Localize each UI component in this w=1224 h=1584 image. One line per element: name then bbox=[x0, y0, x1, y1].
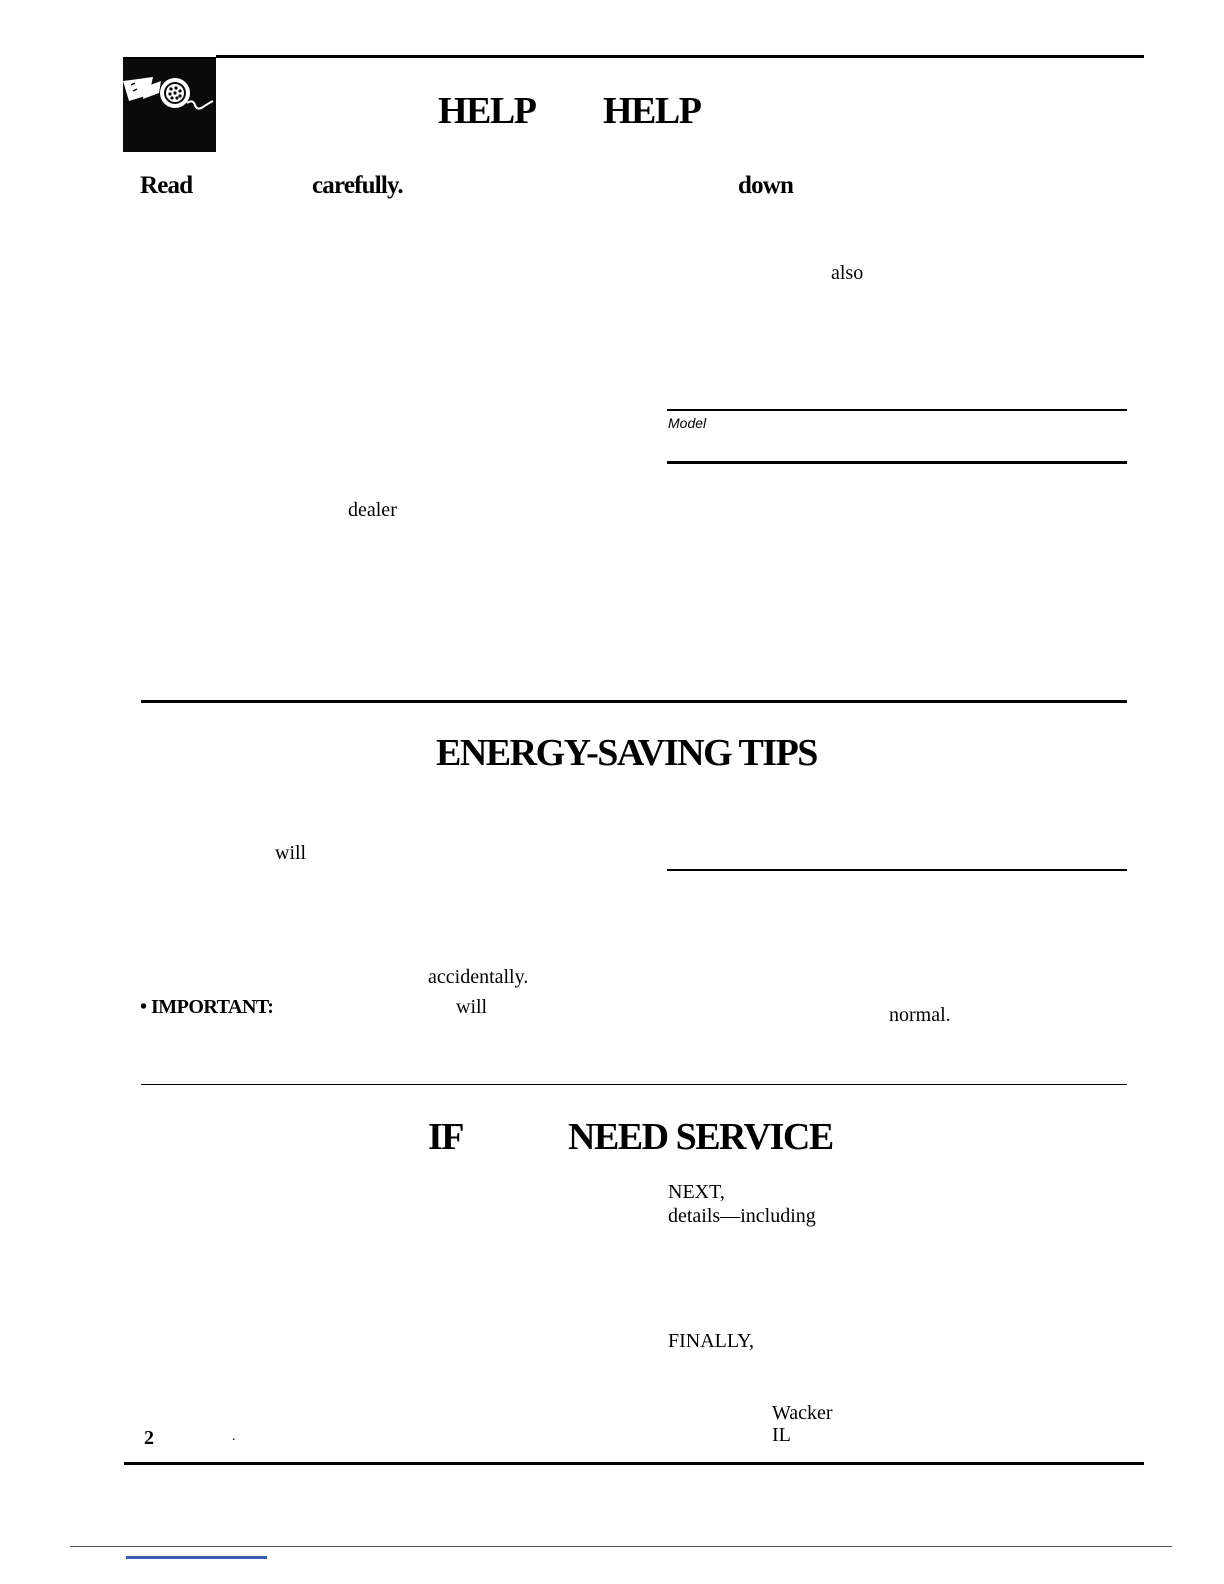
details-word: details—including bbox=[668, 1205, 816, 1227]
section-divider-2 bbox=[141, 1084, 1127, 1085]
footer-dot: . bbox=[232, 1429, 236, 1444]
top-rule bbox=[216, 55, 1144, 58]
energy-rule bbox=[667, 869, 1127, 871]
will-word-1: will bbox=[275, 842, 307, 864]
wacker-word: Wacker bbox=[772, 1402, 833, 1424]
also-word: also bbox=[831, 262, 864, 284]
dealer-word: dealer bbox=[348, 499, 397, 521]
bottom-rule bbox=[124, 1462, 1144, 1465]
normal-word: normal. bbox=[889, 1004, 951, 1026]
next-word: NEXT, bbox=[668, 1181, 725, 1203]
energy-saving-title: ENERGY-SAVING TIPS bbox=[436, 732, 817, 774]
down-word: down bbox=[738, 172, 794, 199]
telephone-handset-icon bbox=[123, 59, 216, 152]
model-rule-bottom bbox=[667, 461, 1127, 464]
carefully-word: carefully. bbox=[312, 172, 403, 199]
model-label: Model bbox=[668, 415, 707, 431]
help-heading-1: HELP bbox=[438, 90, 536, 132]
section-divider-1 bbox=[141, 700, 1127, 703]
bottom-accent-bar bbox=[126, 1556, 267, 1559]
will-word-2: will bbox=[456, 996, 488, 1018]
page-number: 2 bbox=[144, 1427, 154, 1449]
il-word: IL bbox=[772, 1424, 791, 1446]
accidentally-word: accidentally. bbox=[428, 966, 529, 988]
logo bbox=[123, 59, 216, 152]
help-heading-2: HELP bbox=[603, 90, 701, 132]
service-title-if: IF bbox=[428, 1116, 463, 1158]
finally-word: FINALLY, bbox=[668, 1330, 754, 1352]
important-label: • IMPORTANT: bbox=[140, 996, 274, 1018]
service-title-rest: NEED SERVICE bbox=[568, 1116, 833, 1158]
page-edge-rule bbox=[70, 1546, 1172, 1547]
model-rule-top bbox=[667, 409, 1127, 411]
read-word: Read bbox=[140, 172, 193, 199]
